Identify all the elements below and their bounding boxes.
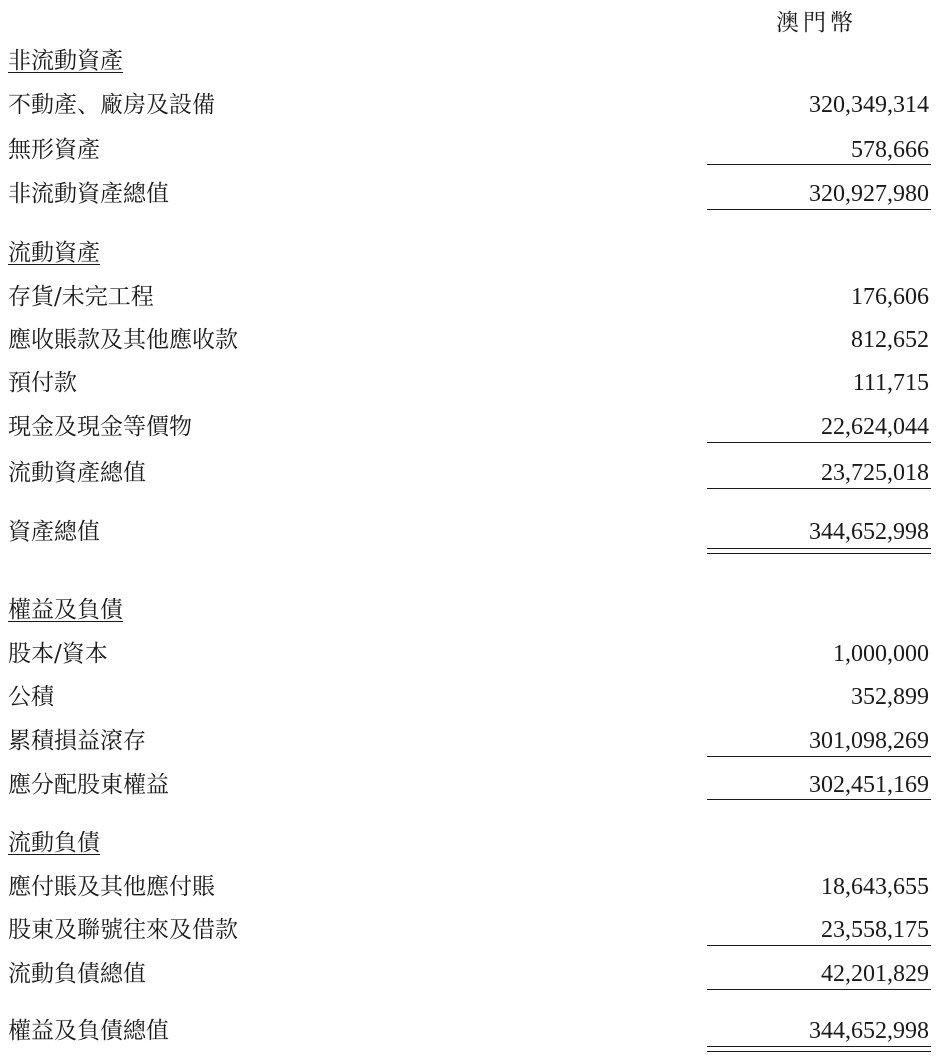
line-item-value: 176,606 (851, 284, 929, 310)
subtotal-rule (707, 164, 931, 165)
grand-total-row (0, 1014, 939, 1048)
currency-header: 澳門幣 (776, 10, 857, 36)
section-heading-label: 流動負債 (8, 830, 100, 856)
subtotal-rule (707, 799, 931, 800)
grand-total-row (0, 515, 939, 549)
section-heading-label: 權益及負債 (8, 597, 123, 623)
line-item-value: 22,624,044 (821, 414, 929, 440)
line-item (0, 870, 939, 904)
section-heading-non-current-assets (0, 44, 939, 78)
subtotal-rule (707, 945, 931, 946)
subtotal-rule (707, 989, 931, 990)
line-item-value: 812,652 (851, 327, 929, 353)
grand-total-value: 344,652,998 (809, 519, 929, 545)
line-item-value: 111,715 (852, 370, 929, 396)
section-heading-label: 流動資產 (8, 240, 100, 266)
line-item-value: 23,558,175 (821, 917, 929, 943)
line-item (0, 724, 939, 758)
line-item (0, 280, 939, 314)
subtotal-row (0, 177, 939, 211)
section-heading-equity-liabilities (0, 593, 939, 627)
subtotal-label: 非流動資產總值 (8, 181, 169, 207)
line-item-value: 352,899 (851, 684, 929, 710)
line-item-label: 現金及現金等價物 (8, 414, 192, 440)
line-item-label: 無形資產 (8, 137, 100, 163)
line-item-label: 預付款 (8, 370, 77, 396)
grand-total-label: 權益及負債總值 (8, 1018, 169, 1044)
line-item-value: 301,098,269 (809, 728, 929, 754)
subtotal-row (0, 768, 939, 802)
line-item (0, 366, 939, 400)
subtotal-label: 應分配股東權益 (8, 772, 169, 798)
section-heading-current-assets (0, 236, 939, 270)
line-item-label: 公積 (8, 684, 54, 710)
line-item-value: 18,643,655 (821, 874, 929, 900)
subtotal-label: 流動資產總值 (8, 460, 146, 486)
line-item-label: 應付賬及其他應付賬 (8, 874, 215, 900)
subtotal-rule (707, 209, 931, 210)
subtotal-rule (707, 442, 931, 443)
line-item-value: 578,666 (851, 137, 929, 163)
line-item (0, 913, 939, 947)
section-heading-label: 非流動資產 (8, 48, 123, 74)
grand-total-value: 344,652,998 (809, 1018, 929, 1044)
double-underline (707, 548, 931, 554)
line-item (0, 410, 939, 444)
line-item-label: 股東及聯號往來及借款 (8, 917, 238, 943)
subtotal-value: 302,451,169 (809, 772, 929, 798)
line-item-label: 累積損益滾存 (8, 728, 146, 754)
line-item (0, 637, 939, 671)
subtotal-value: 23,725,018 (821, 460, 929, 486)
subtotal-value: 42,201,829 (821, 961, 929, 987)
subtotal-value: 320,927,980 (809, 181, 929, 207)
line-item (0, 133, 939, 167)
subtotal-row (0, 456, 939, 490)
double-underline (707, 1046, 931, 1052)
line-item (0, 323, 939, 357)
subtotal-label: 流動負債總值 (8, 961, 146, 987)
line-item-label: 存貨/未完工程 (8, 284, 154, 310)
line-item-label: 應收賬款及其他應收款 (8, 327, 238, 353)
line-item-value: 320,349,314 (809, 92, 929, 118)
subtotal-rule (707, 756, 931, 757)
grand-total-label: 資產總值 (8, 519, 100, 545)
line-item-label: 股本/資本 (8, 641, 108, 667)
subtotal-rule (707, 488, 931, 489)
line-item-label: 不動產、廠房及設備 (8, 92, 215, 118)
subtotal-row (0, 957, 939, 991)
section-heading-current-liabilities (0, 826, 939, 860)
line-item (0, 88, 939, 122)
line-item-value: 1,000,000 (833, 641, 929, 667)
line-item (0, 680, 939, 714)
